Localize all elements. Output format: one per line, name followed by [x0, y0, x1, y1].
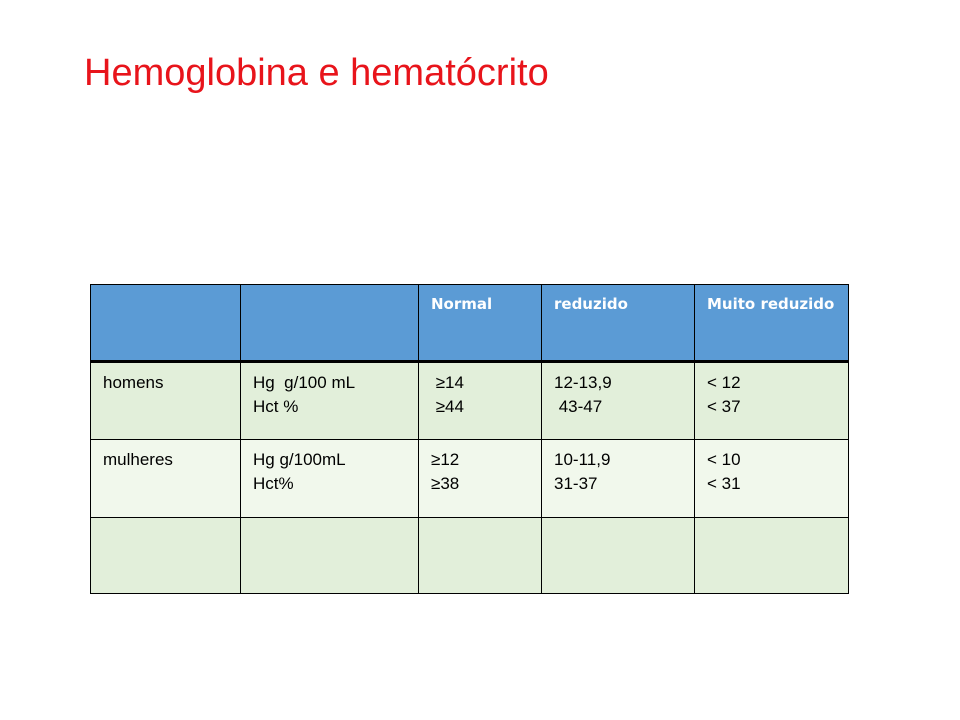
measure-hct: Hct%: [253, 474, 294, 493]
table-header-row: [91, 285, 849, 362]
empty-cell: [241, 518, 419, 594]
normal-hg: ≥14: [431, 373, 464, 392]
normal-cell: [419, 362, 542, 440]
empty-cell: [695, 518, 849, 594]
normal-hct: ≥44: [431, 397, 464, 416]
empty-cell: [419, 518, 542, 594]
measure-hct: Hct %: [253, 397, 299, 416]
hemoglobin-table: [90, 284, 849, 594]
muito-reduzido-cell: [695, 362, 849, 440]
empty-cell: [542, 518, 695, 594]
group-cell: mulheres: [91, 440, 241, 518]
header-cell-muito-reduzido: Muito reduzido: [695, 285, 849, 362]
table-row: [91, 440, 849, 518]
header-cell-measure: [241, 285, 419, 362]
header-cell-normal: Normal: [419, 285, 542, 362]
slide-title: Hemoglobina e hematócrito: [84, 52, 549, 94]
measure-cell: [241, 440, 419, 518]
group-cell: homens: [91, 362, 241, 440]
reduzido-hct: 43-47: [554, 397, 603, 416]
table-row-empty: [91, 518, 849, 594]
muito-reduzido-hct: < 37: [707, 397, 741, 416]
reduzido-hg: 12-13,9: [554, 373, 612, 392]
muito-reduzido-hg: < 10: [707, 450, 741, 469]
reduzido-hct: 31-37: [554, 474, 598, 493]
normal-cell: [419, 440, 542, 518]
reduzido-hg: 10-11,9: [554, 450, 611, 469]
muito-reduzido-hg: < 12: [707, 373, 741, 392]
measure-cell: [241, 362, 419, 440]
header-cell-reduzido: reduzido: [542, 285, 695, 362]
reduzido-cell: [542, 440, 695, 518]
table-row: [91, 362, 849, 440]
empty-cell: [91, 518, 241, 594]
normal-hg: ≥12: [431, 450, 460, 469]
measure-hg: Hg g/100mL: [253, 450, 346, 469]
measure-hg: Hg g/100 mL: [253, 373, 356, 392]
normal-hct: ≥38: [431, 474, 460, 493]
muito-reduzido-cell: [695, 440, 849, 518]
reduzido-cell: [542, 362, 695, 440]
muito-reduzido-hct: < 31: [707, 474, 741, 493]
header-cell-group: [91, 285, 241, 362]
